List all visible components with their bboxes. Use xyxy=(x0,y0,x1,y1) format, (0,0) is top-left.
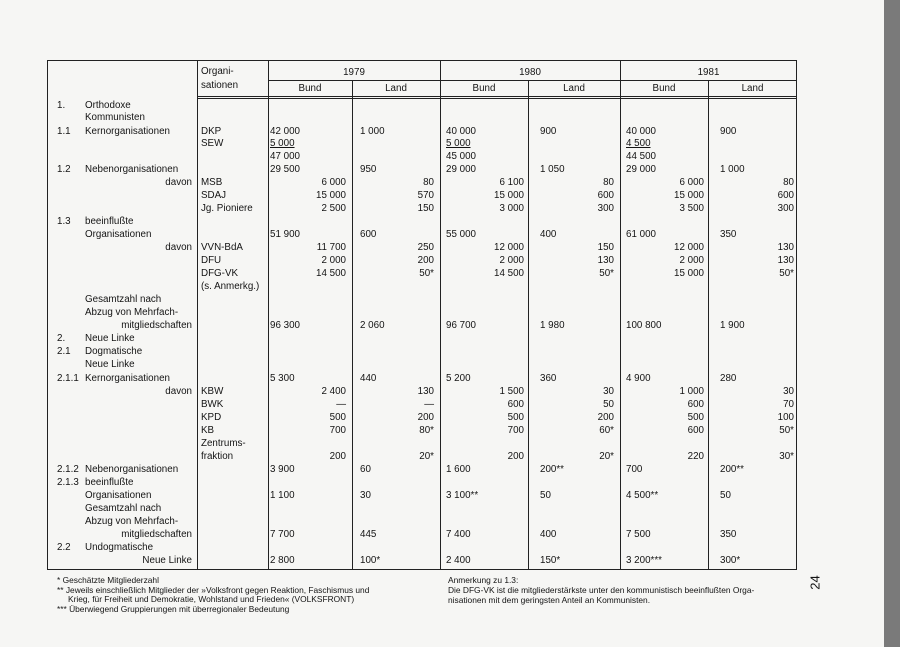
value-cell: 15 000 xyxy=(674,190,704,201)
value-cell: 47 000 xyxy=(270,151,300,162)
value-cell: 20* xyxy=(419,451,434,462)
organisation-name: KB xyxy=(201,425,215,436)
value-cell: 1 100 xyxy=(270,490,295,501)
row-label: Neue Linke xyxy=(142,555,192,566)
row-label: Kernorganisationen xyxy=(85,126,170,137)
row-label: Orthodoxe xyxy=(85,100,131,111)
land-header: Land xyxy=(563,83,585,94)
column-rule xyxy=(620,60,621,570)
value-cell: 3 200*** xyxy=(626,555,662,566)
row-label: beeinflußte xyxy=(85,477,134,488)
organisation-name: KBW xyxy=(201,386,224,397)
year-header: 1981 xyxy=(697,67,720,78)
value-cell: 80* xyxy=(419,425,434,436)
row-number: 2.1.3 xyxy=(57,477,79,488)
value-cell: 150 xyxy=(417,203,434,214)
value-cell: — xyxy=(424,399,434,410)
value-cell: 1 050 xyxy=(540,164,565,175)
value-cell: 600 xyxy=(777,190,794,201)
value-cell: 200 xyxy=(507,451,524,462)
value-cell: 70 xyxy=(783,399,794,410)
footnote: Krieg, für Freiheit und Demokratie, Wohlstand und Frieden« (VOLKSFRONT) xyxy=(68,594,355,604)
value-cell: 30 xyxy=(360,490,371,501)
value-cell: 130 xyxy=(417,386,434,397)
bund-header: Bund xyxy=(298,83,322,94)
value-cell: 1 000 xyxy=(360,126,385,137)
value-cell: 5 000 xyxy=(270,138,295,149)
value-cell: 12 000 xyxy=(674,242,704,253)
value-cell: 130 xyxy=(597,255,614,266)
value-cell: 5 200 xyxy=(446,373,471,384)
value-cell: 2 000 xyxy=(321,255,346,266)
row-label: mitgliedschaften xyxy=(121,529,192,540)
row-number: 1.2 xyxy=(57,164,71,175)
organisation-name: SDAJ xyxy=(201,190,227,201)
value-cell: 1 600 xyxy=(446,464,471,475)
organisation-name: VVN-BdA xyxy=(201,242,243,253)
value-cell: 7 700 xyxy=(270,529,295,540)
annotation-note: Anmerkung zu 1.3: xyxy=(448,575,519,585)
column-rule xyxy=(268,60,269,570)
value-cell: 1 900 xyxy=(720,320,745,331)
value-cell: — xyxy=(336,399,346,410)
row-number: 2.1.1 xyxy=(57,373,79,384)
value-cell: 2 800 xyxy=(270,555,295,566)
row-label: Dogmatische xyxy=(85,346,143,357)
value-cell: 40 000 xyxy=(446,126,476,137)
value-cell: 55 000 xyxy=(446,229,476,240)
row-label: Gesamtzahl nach xyxy=(85,503,162,514)
value-cell: 200** xyxy=(540,464,564,475)
value-cell: 15 000 xyxy=(674,268,704,279)
value-cell: 50 xyxy=(603,399,614,410)
organisation-name: DFG-VK xyxy=(201,268,239,279)
row-label: Nebenorganisationen xyxy=(85,464,179,475)
value-cell: 950 xyxy=(360,164,377,175)
value-cell: 50* xyxy=(599,268,614,279)
value-cell: 5 000 xyxy=(446,138,471,149)
value-cell: 11 700 xyxy=(316,242,346,253)
row-label: Undogmatische xyxy=(85,542,154,553)
value-cell: 600 xyxy=(687,399,704,410)
value-cell: 250 xyxy=(417,242,434,253)
value-cell: 7 500 xyxy=(626,529,651,540)
value-cell: 4 500** xyxy=(626,490,659,501)
row-label: Gesamtzahl nach xyxy=(85,294,162,305)
row-number: 1.1 xyxy=(57,126,71,137)
column-rule xyxy=(197,60,198,570)
value-cell: 3 000 xyxy=(499,203,524,214)
value-cell: 200** xyxy=(720,464,744,475)
value-cell: 130 xyxy=(777,255,794,266)
row-label: beeinflußte xyxy=(85,216,134,227)
organisation-name: (s. Anmerkg.) xyxy=(201,281,260,292)
value-cell: 14 500 xyxy=(494,268,524,279)
footnote: ** Jeweils einschließlich Mitglieder der »Volksfront gegen Reaktion, Faschismus und xyxy=(57,585,370,595)
value-cell: 600 xyxy=(597,190,614,201)
footnote: * Geschätzte Mitgliederzahl xyxy=(57,575,159,585)
value-cell: 600 xyxy=(687,425,704,436)
page-number: 24 xyxy=(807,575,823,590)
value-cell: 200 xyxy=(417,255,434,266)
row-label: Nebenorganisationen xyxy=(85,164,179,175)
header-rule xyxy=(268,80,797,81)
year-header: 1979 xyxy=(343,67,365,78)
organisation-name: KPD xyxy=(201,412,222,423)
value-cell: 150 xyxy=(597,242,614,253)
value-cell: 2 000 xyxy=(499,255,524,266)
value-cell: 200 xyxy=(597,412,614,423)
value-cell: 7 400 xyxy=(446,529,471,540)
value-cell: 15 000 xyxy=(494,190,524,201)
value-cell: 20* xyxy=(599,451,614,462)
land-header: Land xyxy=(741,83,764,94)
column-rule xyxy=(528,81,529,570)
value-cell: 300 xyxy=(777,203,794,214)
header-rule xyxy=(197,96,797,97)
value-cell: 4 500 xyxy=(626,138,651,149)
row-label: Abzug von Mehrfach- xyxy=(85,516,179,527)
value-cell: 30 xyxy=(603,386,614,397)
annotation-note: nisationen mit dem geringsten Anteil an Kommunisten. xyxy=(448,595,651,605)
column-rule xyxy=(440,60,441,570)
header-rule xyxy=(197,98,797,99)
value-cell: 29 500 xyxy=(270,164,300,175)
value-cell: 150* xyxy=(540,555,561,566)
value-cell: 400 xyxy=(540,229,557,240)
value-cell: 100* xyxy=(360,555,381,566)
value-cell: 51 900 xyxy=(270,229,300,240)
value-cell: 1 000 xyxy=(720,164,745,175)
value-cell: 96 700 xyxy=(446,320,476,331)
value-cell: 3 100** xyxy=(446,490,479,501)
column-rule xyxy=(708,81,709,570)
row-label: Neue Linke xyxy=(85,359,135,370)
value-cell: 50 xyxy=(720,490,731,501)
org-header-label: Organi- xyxy=(201,66,234,77)
value-cell: 100 xyxy=(777,412,794,423)
bund-header: Bund xyxy=(652,83,676,94)
value-cell: 1 500 xyxy=(499,386,524,397)
value-cell: 96 300 xyxy=(270,320,300,331)
value-cell: 570 xyxy=(417,190,434,201)
value-cell: 61 000 xyxy=(626,229,656,240)
row-label: davon xyxy=(165,386,192,397)
organisation-name: fraktion xyxy=(201,451,234,462)
organisation-name: SEW xyxy=(201,138,224,149)
bund-header: Bund xyxy=(472,83,496,94)
value-cell: 600 xyxy=(360,229,377,240)
value-cell: 900 xyxy=(540,126,557,137)
value-cell: 1 000 xyxy=(679,386,704,397)
row-label: davon xyxy=(165,177,192,188)
value-cell: 44 500 xyxy=(626,151,656,162)
row-number: 2.1.2 xyxy=(57,464,79,475)
value-cell: 29 000 xyxy=(626,164,656,175)
row-label: mitgliedschaften xyxy=(121,320,192,331)
value-cell: 445 xyxy=(360,529,377,540)
row-number: 2.2 xyxy=(57,542,71,553)
organisation-name: DFU xyxy=(201,255,222,266)
value-cell: 2 060 xyxy=(360,320,385,331)
value-cell: 4 900 xyxy=(626,373,651,384)
organisation-name: BWK xyxy=(201,399,224,410)
value-cell: 2 400 xyxy=(446,555,471,566)
row-number: 2.1 xyxy=(57,346,71,357)
value-cell: 500 xyxy=(329,412,346,423)
value-cell: 900 xyxy=(720,126,737,137)
value-cell: 2 400 xyxy=(321,386,346,397)
value-cell: 220 xyxy=(687,451,704,462)
value-cell: 200 xyxy=(329,451,346,462)
row-label: Organisationen xyxy=(85,229,152,240)
value-cell: 300* xyxy=(720,555,741,566)
value-cell: 280 xyxy=(720,373,737,384)
value-cell: 350 xyxy=(720,229,737,240)
value-cell: 6 100 xyxy=(499,177,524,188)
value-cell: 3 900 xyxy=(270,464,295,475)
organisation-name: Jg. Pioniere xyxy=(201,203,253,214)
land-header: Land xyxy=(385,83,407,94)
row-label: davon xyxy=(165,242,192,253)
value-cell: 80 xyxy=(423,177,434,188)
value-cell: 50* xyxy=(779,425,794,436)
row-number: 1.3 xyxy=(57,216,71,227)
value-cell: 130 xyxy=(777,242,794,253)
value-cell: 80 xyxy=(783,177,794,188)
value-cell: 50* xyxy=(419,268,434,279)
column-rule xyxy=(352,81,353,570)
value-cell: 14 500 xyxy=(316,268,346,279)
value-cell: 200 xyxy=(417,412,434,423)
value-cell: 40 000 xyxy=(626,126,656,137)
value-cell: 500 xyxy=(687,412,704,423)
value-cell: 60* xyxy=(599,425,614,436)
value-cell: 60 xyxy=(360,464,371,475)
value-cell: 400 xyxy=(540,529,557,540)
value-cell: 350 xyxy=(720,529,737,540)
value-cell: 2 000 xyxy=(679,255,704,266)
organisation-name: Zentrums- xyxy=(201,438,246,449)
org-header-label: sationen xyxy=(201,80,239,91)
row-label: Abzug von Mehrfach- xyxy=(85,307,179,318)
value-cell: 1 980 xyxy=(540,320,565,331)
value-cell: 500 xyxy=(507,412,524,423)
value-cell: 6 000 xyxy=(679,177,704,188)
organisation-name: DKP xyxy=(201,126,222,137)
value-cell: 15 000 xyxy=(316,190,346,201)
annotation-note: Die DFG-VK ist die mitgliederstärkste unter den kommunistisch beeinflußten Orga- xyxy=(448,585,755,595)
value-cell: 50* xyxy=(779,268,794,279)
row-label: Neue Linke xyxy=(85,333,135,344)
row-number: 2. xyxy=(57,333,66,344)
value-cell: 45 000 xyxy=(446,151,476,162)
value-cell: 80 xyxy=(603,177,614,188)
value-cell: 700 xyxy=(507,425,524,436)
value-cell: 30* xyxy=(779,451,794,462)
year-header: 1980 xyxy=(519,67,541,78)
value-cell: 700 xyxy=(329,425,346,436)
footnote: *** Überwiegend Gruppierungen mit überregionaler Bedeutung xyxy=(57,604,290,614)
row-label: Kernorganisationen xyxy=(85,373,170,384)
value-cell: 29 000 xyxy=(446,164,476,175)
value-cell: 6 000 xyxy=(321,177,346,188)
value-cell: 300 xyxy=(597,203,614,214)
row-number: 1. xyxy=(57,100,66,111)
value-cell: 5 300 xyxy=(270,373,295,384)
value-cell: 30 xyxy=(783,386,794,397)
value-cell: 700 xyxy=(626,464,643,475)
value-cell: 2 500 xyxy=(321,203,346,214)
value-cell: 3 500 xyxy=(679,203,704,214)
value-cell: 100 800 xyxy=(626,320,662,331)
value-cell: 12 000 xyxy=(494,242,524,253)
value-cell: 50 xyxy=(540,490,551,501)
value-cell: 42 000 xyxy=(270,126,300,137)
value-cell: 600 xyxy=(507,399,524,410)
value-cell: 440 xyxy=(360,373,377,384)
page-edge xyxy=(884,0,900,647)
row-label: Organisationen xyxy=(85,490,152,501)
value-cell: 360 xyxy=(540,373,557,384)
organisation-name: MSB xyxy=(201,177,223,188)
row-label: Kommunisten xyxy=(85,112,145,123)
